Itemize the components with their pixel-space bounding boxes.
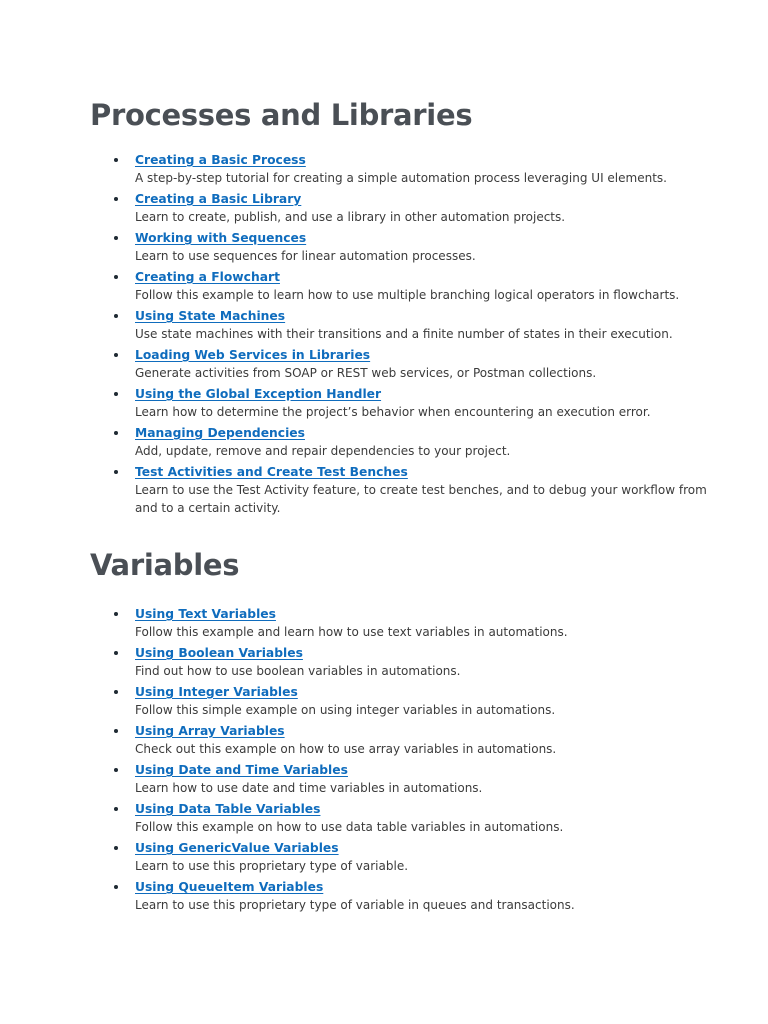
bullet-icon: [114, 197, 118, 201]
topic-link[interactable]: Using State Machines: [135, 309, 286, 323]
topic-link[interactable]: Using GenericValue Variables: [135, 841, 339, 855]
list-item: [90, 683, 708, 719]
topic-description: Check out this example on how to use array variables in automations.: [135, 742, 557, 756]
bullet-icon: [114, 846, 118, 850]
topic-link[interactable]: Using Boolean Variables: [135, 646, 303, 660]
bullet-icon: [114, 768, 118, 772]
bullet-icon: [114, 651, 118, 655]
list-item: [90, 229, 708, 265]
topic-description: Generate activities from SOAP or REST web services, or Postman collections.: [135, 366, 597, 380]
list-item: [90, 722, 708, 758]
topic-link[interactable]: Loading Web Services in Libraries: [135, 348, 371, 362]
bullet-icon: [114, 275, 118, 279]
topic-description: Learn how to use date and time variables in automations.: [135, 781, 483, 795]
bullet-icon: [114, 158, 118, 162]
topic-description: Follow this example on how to use data table variables in automations.: [135, 820, 564, 834]
section-heading: Variables: [90, 548, 240, 582]
section-processes-and-libraries: [90, 0, 708, 517]
topic-link[interactable]: Creating a Basic Process: [135, 153, 306, 167]
topic-description: Learn to use sequences for linear automation processes.: [135, 249, 476, 263]
topic-link[interactable]: Using QueueItem Variables: [135, 880, 324, 894]
topic-description: Follow this simple example on using integer variables in automations.: [135, 703, 556, 717]
topic-link[interactable]: Using Date and Time Variables: [135, 763, 348, 777]
list-item: [90, 644, 708, 680]
list-item: [90, 878, 708, 914]
list-item: [90, 424, 708, 460]
section-heading: Processes and Libraries: [90, 98, 473, 132]
list-item: [90, 190, 708, 226]
bullet-icon: [114, 431, 118, 435]
bullet-icon: [114, 612, 118, 616]
bullet-icon: [114, 392, 118, 396]
bullet-icon: [114, 690, 118, 694]
topic-link[interactable]: Test Activities and Create Test Benches: [135, 465, 408, 479]
topic-description: Follow this example and learn how to use text variables in automations.: [135, 625, 568, 639]
topic-description: Add, update, remove and repair dependencies to your project.: [135, 444, 511, 458]
topic-link[interactable]: Creating a Basic Library: [135, 192, 302, 206]
list-item: [90, 151, 708, 187]
topic-description: Learn to create, publish, and use a library in other automation projects.: [135, 210, 566, 224]
topic-link[interactable]: Using Integer Variables: [135, 685, 298, 699]
list-item: [90, 463, 708, 517]
list-item: [90, 800, 708, 836]
topic-description: Learn how to determine the project’s behavior when encountering an execution error.: [135, 405, 651, 419]
topic-description: Learn to use this proprietary type of variable.: [135, 859, 409, 873]
topic-description: Learn to use the Test Activity feature, to create test benches, and to debug your workflow from and to a certain activity.: [135, 483, 707, 515]
topic-description: Learn to use this proprietary type of variable in queues and transactions.: [135, 898, 575, 912]
list-item: [90, 605, 708, 641]
list-item: [90, 385, 708, 421]
bullet-icon: [114, 353, 118, 357]
list-item: [90, 346, 708, 382]
topic-link[interactable]: Creating a Flowchart: [135, 270, 280, 284]
topic-link[interactable]: Using Data Table Variables: [135, 802, 321, 816]
topic-link[interactable]: Working with Sequences: [135, 231, 307, 245]
topic-link[interactable]: Using the Global Exception Handler: [135, 387, 382, 401]
topic-link[interactable]: Using Array Variables: [135, 724, 285, 738]
list-item: [90, 268, 708, 304]
topic-link[interactable]: Managing Dependencies: [135, 426, 305, 440]
bullet-icon: [114, 885, 118, 889]
topic-link[interactable]: Using Text Variables: [135, 607, 276, 621]
list-item: [90, 761, 708, 797]
section-variables: [90, 520, 708, 914]
bullet-icon: [114, 314, 118, 318]
topic-description: A step-by-step tutorial for creating a simple automation process leveraging UI elements.: [135, 171, 667, 185]
topic-description: Use state machines with their transitions and a finite number of states in their execution.: [135, 327, 673, 341]
topic-description: Follow this example to learn how to use multiple branching logical operators in flowcharts.: [135, 288, 680, 302]
bullet-icon: [114, 470, 118, 474]
topic-list: [90, 151, 708, 517]
bullet-icon: [114, 807, 118, 811]
list-item: [90, 307, 708, 343]
topic-list: [90, 605, 708, 914]
topic-description: Find out how to use boolean variables in automations.: [135, 664, 461, 678]
bullet-icon: [114, 729, 118, 733]
bullet-icon: [114, 236, 118, 240]
list-item: [90, 839, 708, 875]
